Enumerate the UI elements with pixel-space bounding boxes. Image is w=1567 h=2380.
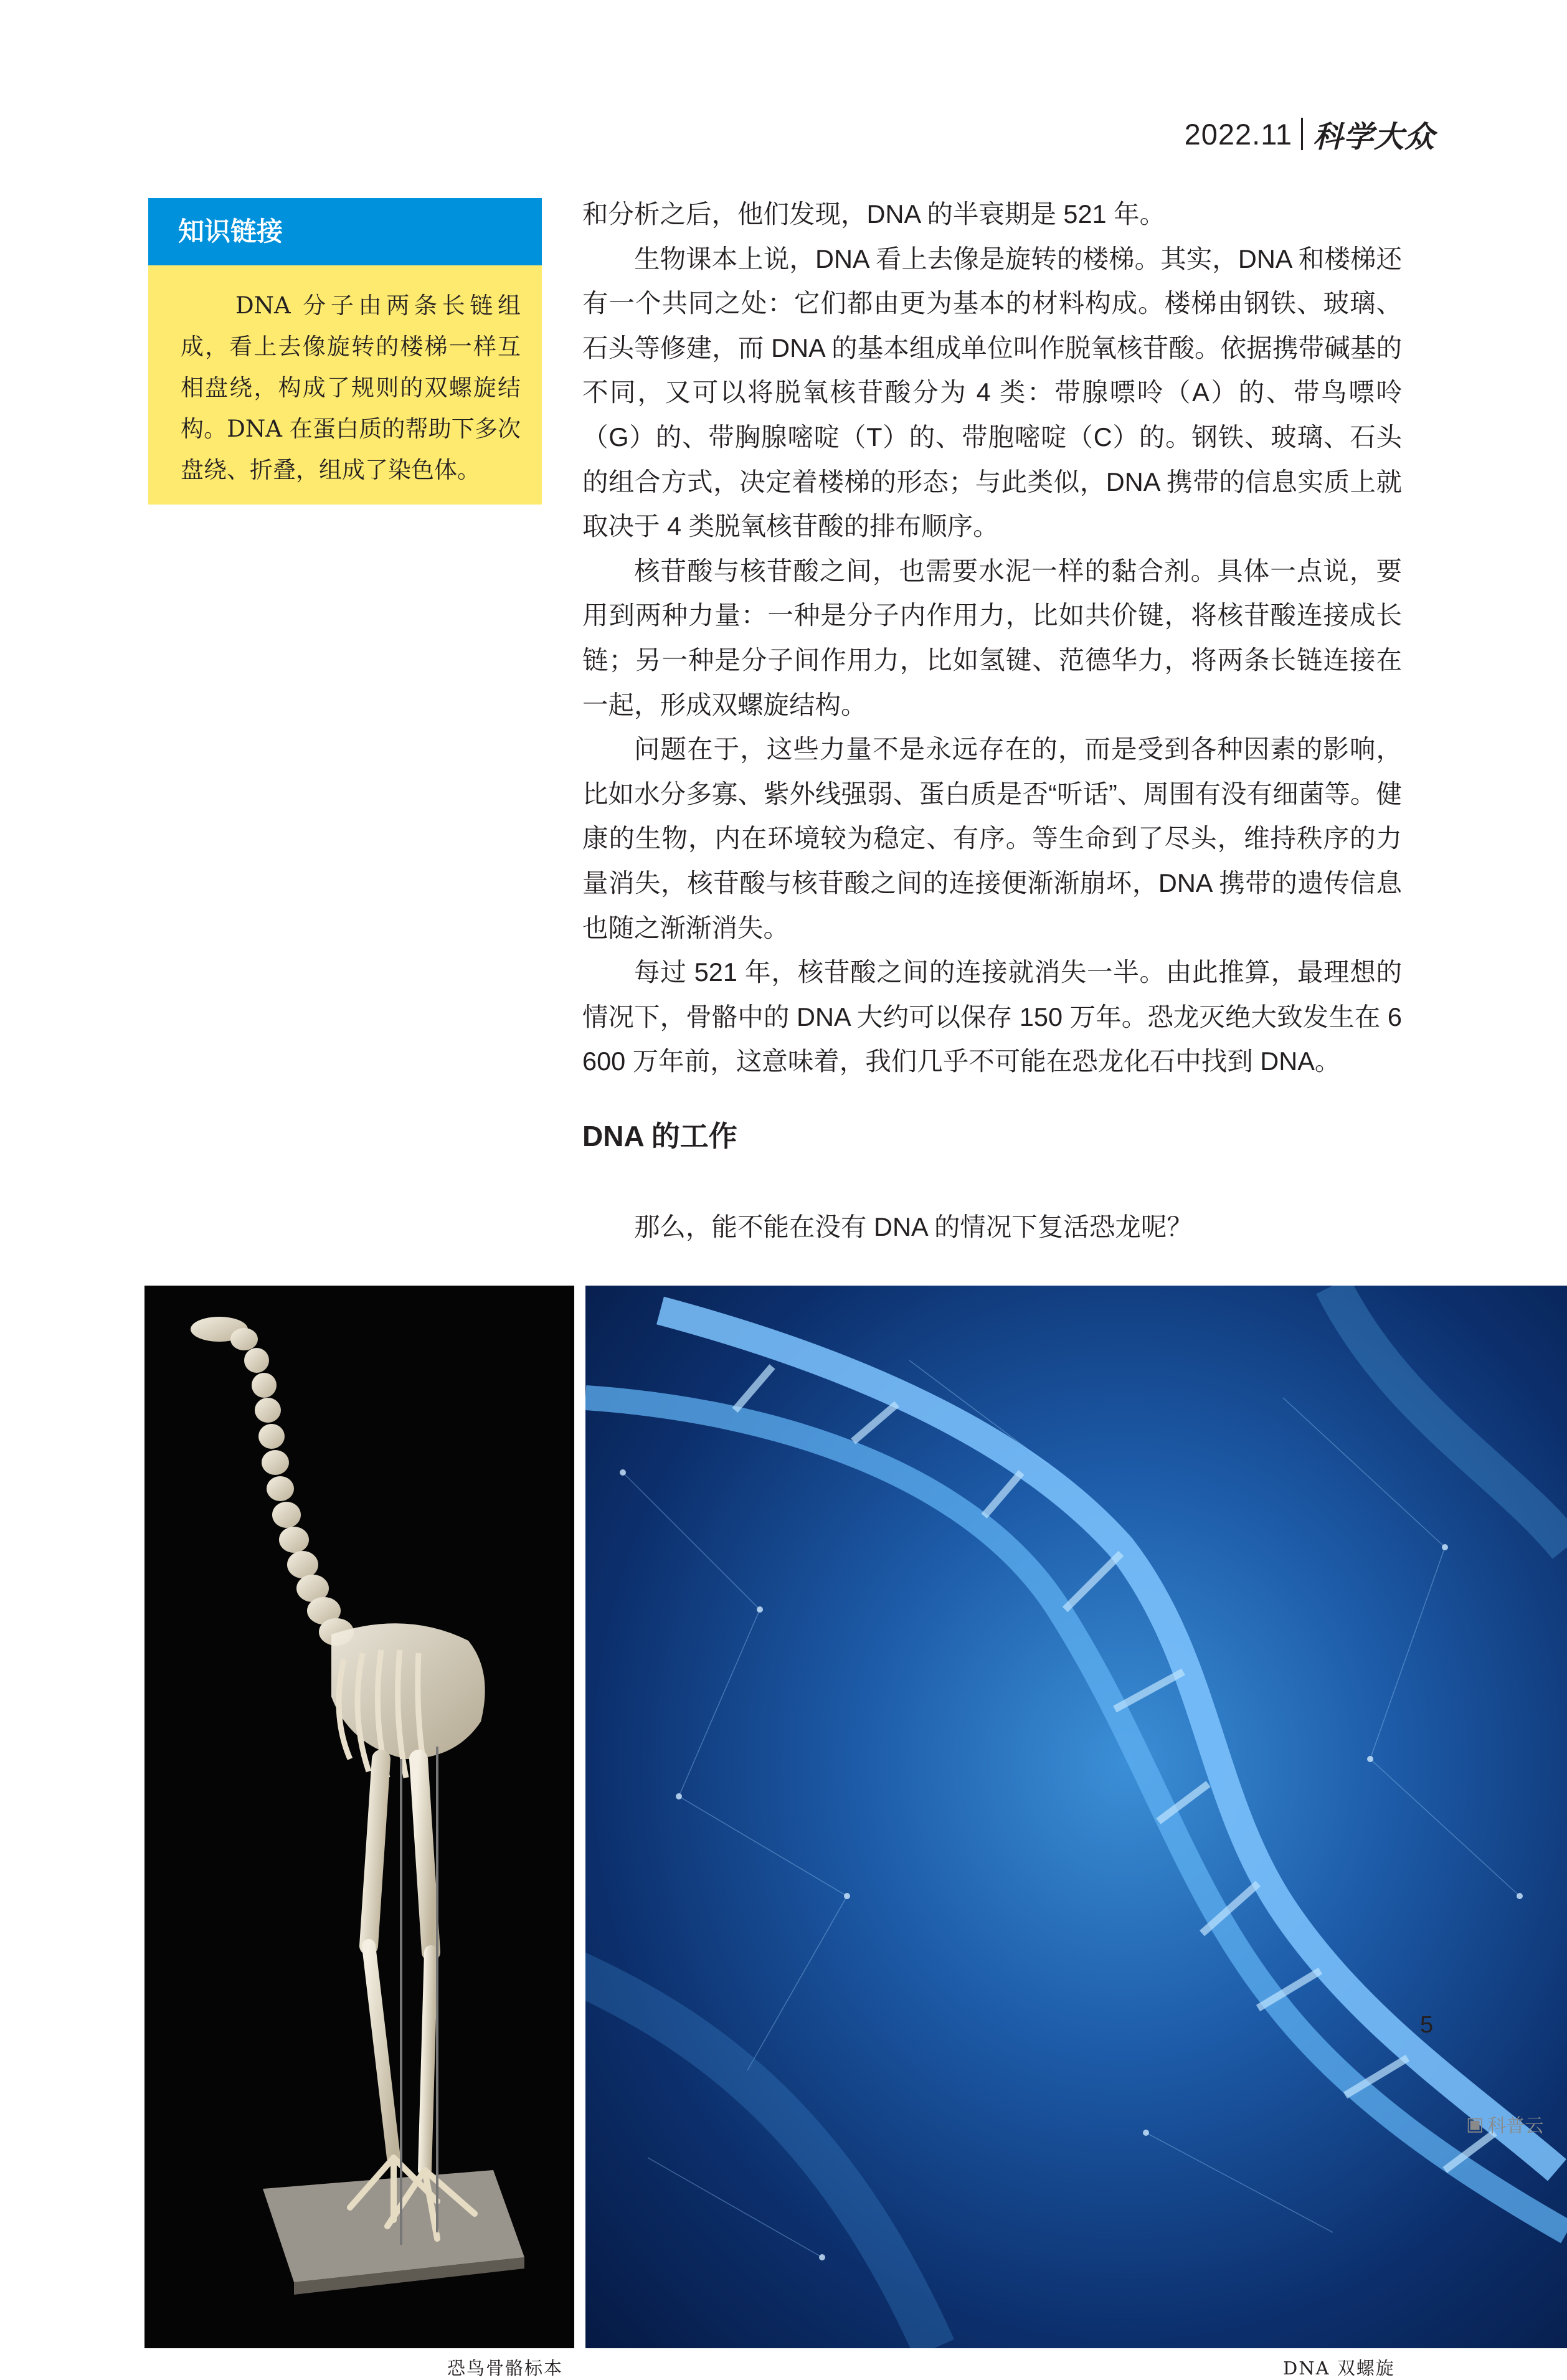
knowledge-box-text: DNA 分子由两条长链组成，看上去像旋转的楼梯一样互相盘绕，构成了规则的双螺旋结构。DNA 在蛋白质的帮助下多次盘绕、折叠，组成了染色体。 (148, 265, 542, 505)
paragraph-3: 核苷酸与核苷酸之间，也需要水泥一样的黏合剂。具体一点说，要用到两种力量：一种是分子内作用力，比如共价键，将核苷酸连接成长链；另一种是分子间作用力，比如氢键、范德华力，将两条长链连接在一起，形成双螺旋结构。 (582, 556, 1402, 719)
page-header (1185, 111, 1435, 157)
magazine-title: 科学大众 (1312, 119, 1435, 154)
watermark (1466, 2110, 1543, 2138)
paragraph-2: 生物课本上说，DNA 看上去像是旋转的楼梯。其实，DNA 和楼梯还有一个共同之处：它们都由更为基本的材料构成。楼梯由钢铁、玻璃、石头等修建，而 DNA 的基本组成单位叫作脱氧核苷酸。依据携带碱基的不同，又可以将脱氧核苷酸分为 4 类：带腺嘌呤（A）的、带鸟嘌呤（G）的、带胸腺嘧啶（T）的、带胞嘧啶（C）的。钢铁、玻璃、石头的组合方式，决定着楼梯的形态；与此类似，DNA 携带的信息实质上就取决于 4 类脱氧核苷酸的排布顺序。 (582, 244, 1402, 541)
paragraph-4: 问题在于，这些力量不是永远存在的，而是受到各种因素的影响，比如水分多寡、紫外线强弱、蛋白质是否“听话”、周围有没有细菌等。健康的生物，内在环境较为稳定、有序。等生命到了尽头，维持秩序的力量消失，核苷酸与核苷酸之间的连接便渐渐崩坏，DNA 携带的遗传信息也随之渐渐消失。 (582, 734, 1402, 942)
knowledge-box-title: 知识链接 (148, 198, 542, 265)
issue-date: 2022.11 (1184, 117, 1292, 151)
header-divider (1301, 118, 1303, 150)
page-number: 5 (1420, 2012, 1434, 2038)
moa-skeleton-photo (144, 1286, 574, 2348)
caption-dna-helix: DNA 双螺旋 (1283, 2358, 1395, 2379)
paragraph-5: 每过 521 年，核苷酸之间的连接就消失一半。由此推算，最理想的情况下，骨骼中的 DNA 大约可以保存 150 万年。恐龙灭绝大致发生在 6 600 万年前，这意味着，我们几乎不可能在恐龙化石中找到 DNA。 (582, 957, 1402, 1076)
question-paragraph: 那么，能不能在没有 DNA 的情况下复活恐龙呢？ (634, 1212, 1193, 1241)
moa-skeleton-illustration (144, 1286, 574, 2348)
paragraph-1: 和分析之后，他们发现，DNA 的半衰期是 521 年。 (582, 199, 1166, 229)
section-heading: DNA 的工作 (582, 1120, 737, 1152)
watermark-logo-icon: ▣ (1466, 2113, 1484, 2135)
caption-moa-skeleton: 恐鸟骨骼标本 (447, 2358, 564, 2379)
article-body (582, 192, 1402, 1084)
dna-helix-photo (585, 1286, 1567, 2348)
knowledge-box (148, 198, 542, 505)
watermark-text: 科普云 (1487, 2115, 1544, 2137)
dna-helix-illustration (585, 1286, 1567, 2348)
